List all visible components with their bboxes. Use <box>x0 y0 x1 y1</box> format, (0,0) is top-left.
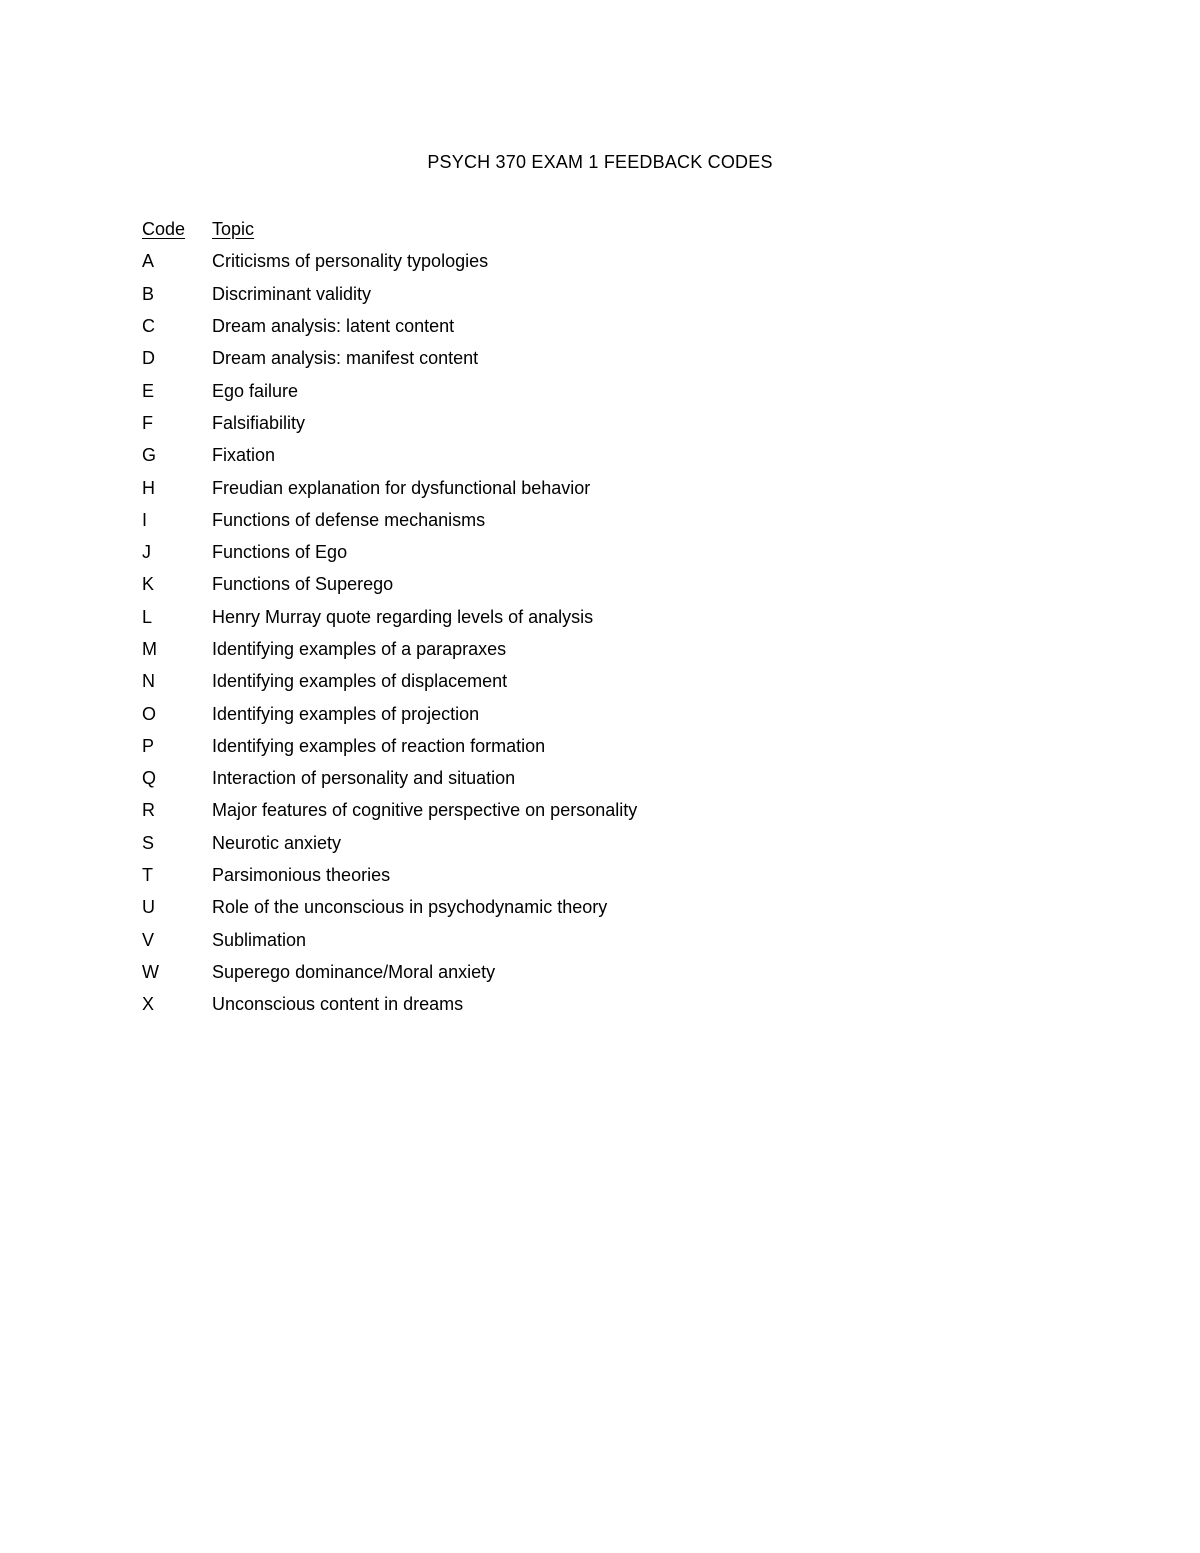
row-code: U <box>142 897 155 918</box>
row-code: L <box>142 606 153 627</box>
row-topic: Ego failure <box>212 380 299 401</box>
table-row <box>142 924 1042 956</box>
table-row <box>142 891 1042 923</box>
table-row <box>142 439 1042 471</box>
row-code: N <box>142 671 155 692</box>
row-code: S <box>142 832 155 853</box>
row-code: X <box>142 994 155 1015</box>
table-row <box>142 504 1042 536</box>
row-code: M <box>142 639 157 659</box>
row-code: A <box>142 251 155 272</box>
row-topic: Dream analysis: latent content <box>212 316 455 337</box>
row-code: W <box>142 961 159 982</box>
feedback-codes-table <box>142 213 1042 1020</box>
code-column-header <box>142 217 212 241</box>
row-topic: Identifying examples of a parapraxes <box>212 639 507 659</box>
table-row <box>142 374 1042 406</box>
row-code: T <box>142 865 153 886</box>
table-row <box>142 245 1042 277</box>
table-row <box>142 956 1042 988</box>
row-topic: Freudian explanation for dysfunctional behavior <box>212 477 591 498</box>
row-topic: Identifying examples of projection <box>212 703 480 724</box>
table-row <box>142 730 1042 762</box>
table-row <box>142 471 1042 503</box>
row-code: F <box>142 412 153 433</box>
row-code: I <box>142 509 148 530</box>
row-topic: Superego dominance/Moral anxiety <box>212 961 496 982</box>
row-topic: Functions of Ego <box>212 542 348 563</box>
topic-column-header <box>212 217 1042 241</box>
row-code: C <box>142 316 155 337</box>
row-topic: Dream analysis: manifest content <box>212 348 479 369</box>
row-code: J <box>142 542 151 563</box>
table-row <box>142 827 1042 859</box>
row-topic: Falsifiability <box>212 412 306 433</box>
row-code: K <box>142 574 155 595</box>
row-topic: Identifying examples of reaction formation <box>212 735 546 756</box>
table-row <box>142 633 1042 665</box>
page-title: PSYCH 370 EXAM 1 FEEDBACK CODES <box>427 152 773 172</box>
row-code: D <box>142 348 155 369</box>
table-row <box>142 762 1042 794</box>
table-row <box>142 794 1042 826</box>
table-row <box>142 342 1042 374</box>
row-topic: Sublimation <box>212 929 307 950</box>
row-code: O <box>142 703 157 724</box>
row-topic: Fixation <box>212 445 276 466</box>
row-code: E <box>142 380 155 401</box>
row-topic: Criticisms of personality typologies <box>212 251 489 272</box>
table-row <box>142 568 1042 600</box>
row-topic: Identifying examples of displacement <box>212 671 508 692</box>
table-row <box>142 859 1042 891</box>
row-topic: Major features of cognitive perspective on personality <box>212 800 638 821</box>
row-code: P <box>142 735 155 756</box>
row-topic: Parsimonious theories <box>212 865 391 886</box>
row-topic: Functions of Superego <box>212 574 394 595</box>
table-row <box>142 278 1042 310</box>
table-row <box>142 601 1042 633</box>
row-topic: Role of the unconscious in psychodynamic theory <box>212 897 608 918</box>
table-row <box>142 536 1042 568</box>
row-topic: Unconscious content in dreams <box>212 994 464 1015</box>
table-row <box>142 310 1042 342</box>
row-topic: Discriminant validity <box>212 283 372 304</box>
table-row <box>142 665 1042 697</box>
row-topic: Neurotic anxiety <box>212 832 342 853</box>
row-code: B <box>142 283 155 304</box>
row-code: V <box>142 929 155 950</box>
row-code: R <box>142 800 155 821</box>
row-code: Q <box>142 768 157 789</box>
topic-header-label: Topic <box>212 219 255 240</box>
table-row <box>142 407 1042 439</box>
table-row <box>142 988 1042 1020</box>
row-topic: Functions of defense mechanisms <box>212 509 486 530</box>
row-code: G <box>142 445 157 466</box>
code-header-label: Code <box>142 219 186 240</box>
table-header-row <box>142 213 1042 245</box>
row-topic: Interaction of personality and situation <box>212 768 516 789</box>
table-row <box>142 697 1042 729</box>
row-topic: Henry Murray quote regarding levels of analysis <box>212 606 594 627</box>
row-code: H <box>142 477 155 498</box>
